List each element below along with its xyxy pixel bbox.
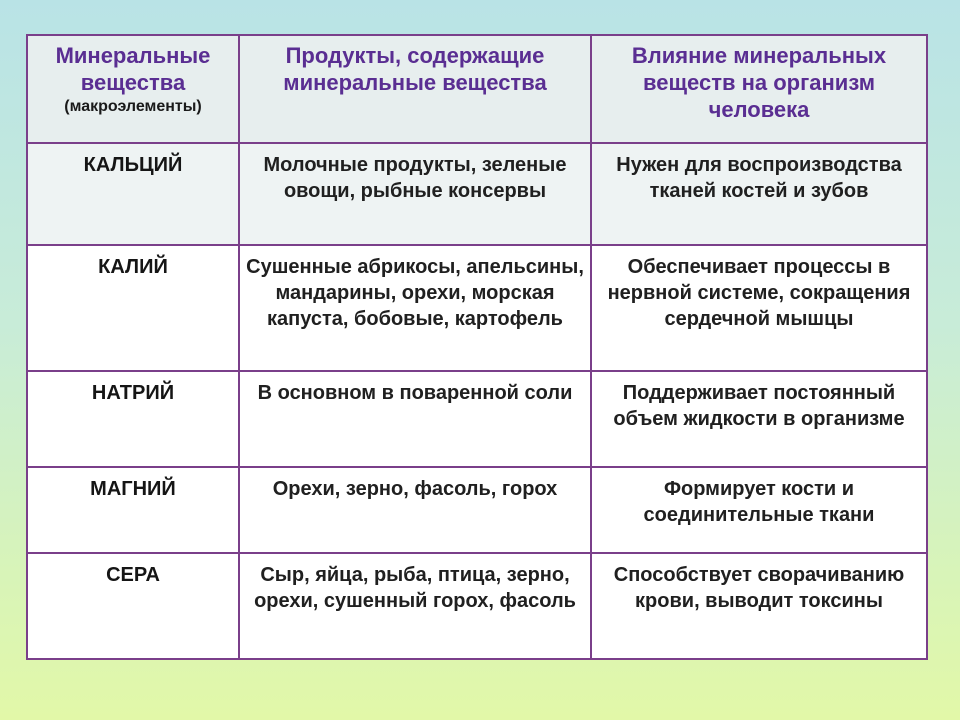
header-minerals — [27, 35, 239, 143]
table-row — [27, 245, 927, 371]
header-products — [239, 35, 591, 143]
table-header-row — [27, 35, 927, 143]
effect-cell: Способствует сворачиванию крови, выводит токсины — [591, 553, 927, 659]
element-cell: НАТРИЙ — [27, 371, 239, 467]
table-row — [27, 467, 927, 553]
effect-cell: Обеспечивает процессы в нервной системе, сокращения сердечной мышцы — [591, 245, 927, 371]
header-effect — [591, 35, 927, 143]
table-row — [27, 553, 927, 659]
element-cell: СЕРА — [27, 553, 239, 659]
products-cell: Молочные продукты, зеленые овощи, рыбные консервы — [239, 143, 591, 245]
table-row — [27, 371, 927, 467]
header-minerals-subtitle: (макроэлементы) — [64, 98, 202, 115]
products-cell: Орехи, зерно, фасоль, горох — [239, 467, 591, 553]
table-row — [27, 143, 927, 245]
products-cell: В основном в поваренной соли — [239, 371, 591, 467]
products-cell: Сыр, яйца, рыба, птица, зерно, орехи, сушенный горох, фасоль — [239, 553, 591, 659]
minerals-table — [26, 34, 928, 660]
effect-cell: Формирует кости и соединительные ткани — [591, 467, 927, 553]
effect-cell: Нужен для воспроизводства тканей костей и зубов — [591, 143, 927, 245]
header-products-title: Продукты, содержащие минеральные вещества — [283, 43, 547, 95]
products-cell: Сушенные абрикосы, апельсины, мандарины, орехи, морская капуста, бобовые, картофель — [239, 245, 591, 371]
header-effect-title: Влияние минеральных веществ на организм человека — [631, 43, 887, 122]
effect-cell: Поддерживает постоянный объем жидкости в организме — [591, 371, 927, 467]
element-cell: КАЛИЙ — [27, 245, 239, 371]
element-cell: КАЛЬЦИЙ — [27, 143, 239, 245]
header-minerals-title: Минеральные вещества — [55, 43, 211, 95]
element-cell: МАГНИЙ — [27, 467, 239, 553]
